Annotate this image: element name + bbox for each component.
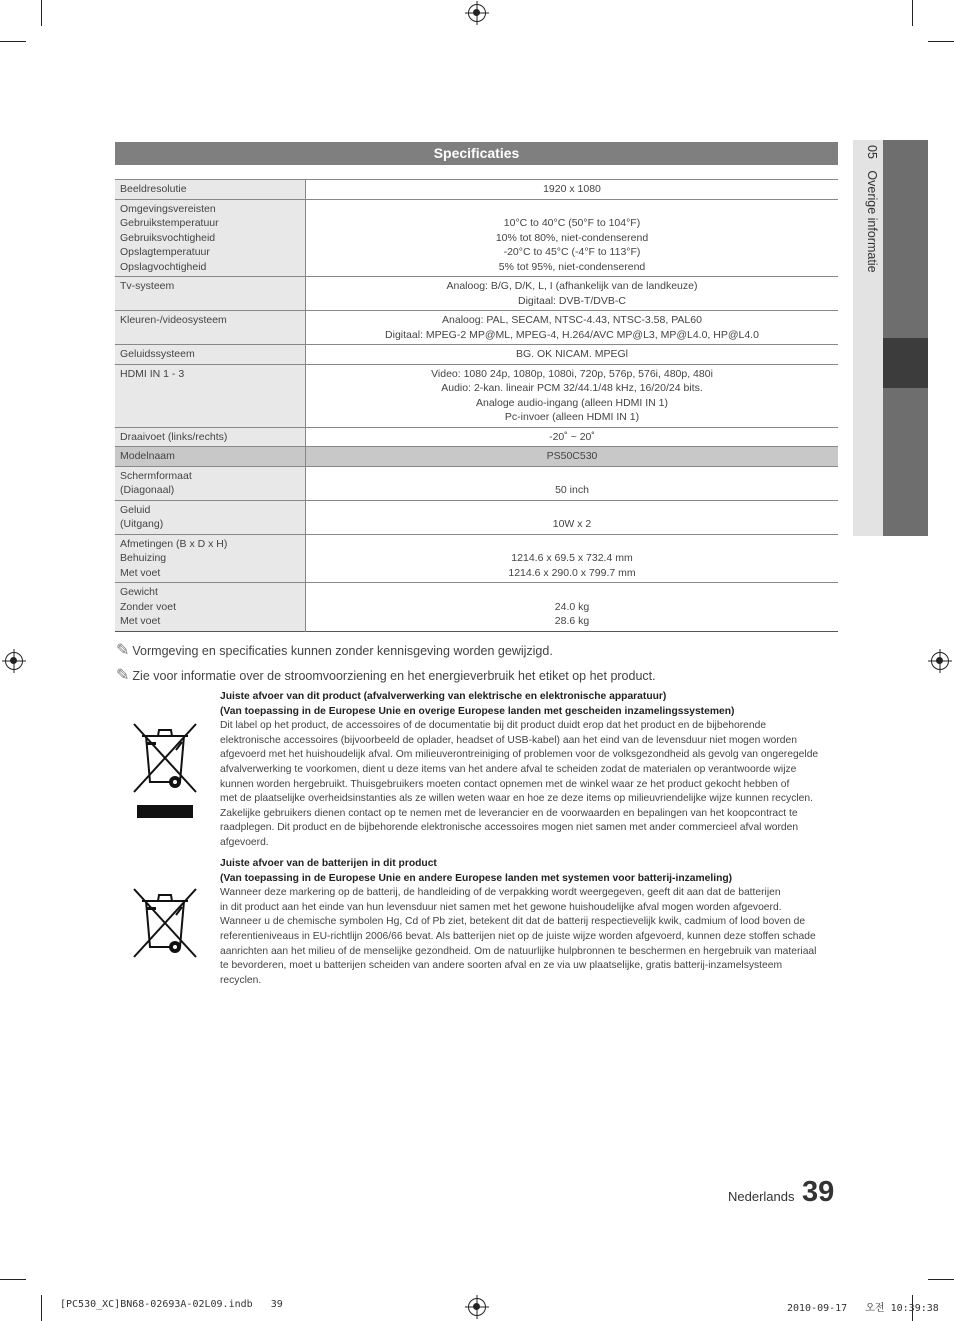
chapter-title: Overige informatie xyxy=(865,170,879,273)
spec-row xyxy=(115,311,838,345)
spec-label xyxy=(115,180,306,200)
registration-mark-icon xyxy=(931,652,949,670)
spec-row xyxy=(115,583,838,632)
spec-label-line: Met voet xyxy=(120,566,161,579)
spec-value-line: 50 inch xyxy=(555,484,589,496)
chapter-tab-marker xyxy=(883,338,928,388)
spec-value xyxy=(306,199,839,277)
pencil-note-icon: ✎ xyxy=(116,642,130,659)
spec-value xyxy=(306,427,839,447)
spec-label xyxy=(115,199,306,277)
spec-label xyxy=(115,447,306,467)
chapter-label xyxy=(857,145,879,345)
chapter-number: 05 xyxy=(865,145,879,159)
body-line: afgevoerd. xyxy=(220,836,269,848)
spec-value-line: 24.0 kg xyxy=(554,600,590,613)
spec-value xyxy=(306,447,839,467)
body-line: Wanneer u de chemische symbolen Hg, Cd of Pb ziet, betekent dit dat de batterij respectievelijk kwik, cadmium of lood boven de xyxy=(220,916,806,928)
body-line: afgevoerd met het huishoudelijk afval. Om milieuverontreiniging of problemen voor de volksgezondheid als gevolg van ongeregelde xyxy=(220,749,819,761)
spec-value xyxy=(306,466,839,500)
spec-label-line: Geluid xyxy=(120,503,151,516)
body-line: in dit product aan het einde van hun levensduur niet samen met het gewone huishoudelijke afval mogen worden afgevoerd. xyxy=(220,901,782,913)
note-text: Zie voor informatie over de stroomvoorziening en het energieverbruik het etiket op het product. xyxy=(132,669,656,683)
page-number: 39 xyxy=(802,1176,835,1208)
spec-label-line: Tv-systeem xyxy=(120,280,175,292)
spec-label-line: Kleuren-/videosysteem xyxy=(120,314,227,326)
spec-value-line: Analoge audio-ingang (alleen HDMI IN 1) xyxy=(475,396,669,409)
registration-mark-icon xyxy=(5,652,23,670)
spec-value xyxy=(306,180,839,200)
crop-mark xyxy=(0,41,26,42)
crop-mark xyxy=(928,41,954,42)
spec-label-line: (Diagonaal) xyxy=(120,484,175,496)
spec-value-line: -20°C to 45°C (-4°F to 113°F) xyxy=(503,246,641,258)
spec-value-line: 28.6 kg xyxy=(554,615,590,627)
spec-label xyxy=(115,277,306,311)
spec-label xyxy=(115,500,306,534)
spec-value xyxy=(306,583,839,632)
crossed-out-wheelie-bin-icon xyxy=(130,720,200,800)
spec-value-line: 1214.6 x 290.0 x 799.7 mm xyxy=(508,566,636,579)
spec-label-line: Modelnaam xyxy=(120,450,175,462)
crop-mark xyxy=(0,1279,26,1280)
spec-value xyxy=(306,500,839,534)
spec-value-line: Digitaal: MPEG-2 MP@ML, MPEG-4, H.264/AVC MP@L3, MP@L4.0, HP@L4.0 xyxy=(385,328,759,341)
spec-value-line: Digitaal: DVB-T/DVB-C xyxy=(518,294,626,307)
body-line: raadplegen. Dit product en de bijbehorende elektronische accessoires mogen niet samen met ander commercieel afval worden xyxy=(220,822,799,834)
spec-label-line: Opslagvochtigheid xyxy=(120,260,207,273)
spec-row xyxy=(115,364,838,427)
spec-label-line: Schermformaat xyxy=(120,469,192,482)
disposal-battery-section xyxy=(220,857,832,988)
body-line: recyclen. xyxy=(220,974,262,986)
spec-value xyxy=(306,277,839,311)
spec-value xyxy=(306,534,839,583)
spec-label-line: HDMI IN 1 - 3 xyxy=(120,367,185,380)
body-line: Zakelijke gebruikers dienen contact op te nemen met de leverancier en de voorwaarden en bepalingen van het koopcontract te xyxy=(220,807,798,819)
spec-label-line: Geluidssysteem xyxy=(120,348,195,360)
spec-value-line: Analoog: B/G, D/K, L, I (afhankelijk van de landkeuze) xyxy=(446,280,698,292)
print-date-info: 2010-09-17 오전 10:39:38 xyxy=(787,1303,939,1314)
weee-date-bar xyxy=(137,805,193,818)
body-line: met de plaatselijke overheidsinstanties als ze willen weten waar en hoe ze deze items op milieuvriendelijke wijze kunnen recyclen. xyxy=(220,793,813,805)
spec-label xyxy=(115,345,306,365)
spec-value-line: 10°C to 40°C (50°F to 104°F) xyxy=(503,217,641,229)
spec-label-line: Gebruikstemperatuur xyxy=(120,217,219,229)
disposal-product-subheading: (Van toepassing in de Europese Unie en overige Europese landen met gescheiden inzamelingssystemen) xyxy=(220,705,735,717)
spec-label-line: Opslagtemperatuur xyxy=(120,246,210,258)
spec-value-line: BG. OK NICAM. MPEGl xyxy=(515,348,628,360)
spec-row xyxy=(115,427,838,447)
spec-value-line: Video: 1080 24p, 1080p, 1080i, 720p, 576p, 576i, 480p, 480i xyxy=(431,367,713,380)
spec-row xyxy=(115,180,838,200)
note xyxy=(116,665,656,685)
disposal-battery-subheading: (Van toepassing in de Europese Unie en andere Europese landen met systemen voor batterij-inzameling) xyxy=(220,872,733,884)
spec-label-line: Met voet xyxy=(120,615,161,627)
body-line: aanrichten aan het milieu of de menselijke gezondheid. Om de natuurlijke hulpbronnen te beschermen en hergebruik van materiaal xyxy=(220,945,817,957)
spec-value-line: 10% tot 80%, niet-condenserend xyxy=(495,231,649,244)
spec-label-line: Gewicht xyxy=(120,586,158,598)
spec-value-line: Pc-invoer (alleen HDMI IN 1) xyxy=(504,411,640,423)
spec-label-line: Afmetingen (B x D x H) xyxy=(120,537,228,550)
body-line: afvalverwerking te voorkomen, dient u deze items van het andere afval te scheiden zodat de materialen op verantwoorde wijze xyxy=(220,763,797,775)
disposal-product-section xyxy=(220,690,832,851)
body-line: Dit label op het product, de accessoires of de documentatie bij dit product duidt erop dat het product en de bijbehorende xyxy=(220,720,767,732)
body-line: kunnen worden hergebruikt. Thuisgebruikers moeten contact opnemen met de winkel waar ze het product gekocht hebben of xyxy=(220,778,790,790)
spec-value xyxy=(306,311,839,345)
note xyxy=(116,640,553,660)
spec-row xyxy=(115,447,838,467)
section-title: Specificaties xyxy=(115,142,838,165)
body-line: te bevorderen, moet u batterijen scheiden van andere soorten afval en ze via uw plaatselijke, gratis batterij-inzamelsysteem xyxy=(220,960,783,972)
body-line: referentieniveaus in EU-richtlijn 2006/66 bevat. Als batterijen niet op de juiste wijze worden afgevoerd, kunnen deze stoffen schade xyxy=(220,930,816,942)
spec-value xyxy=(306,364,839,427)
spec-label xyxy=(115,364,306,427)
spec-label xyxy=(115,534,306,583)
spec-label xyxy=(115,311,306,345)
spec-value-line: Analoog: PAL, SECAM, NTSC-4.43, NTSC-3.58, PAL60 xyxy=(442,314,702,326)
spec-row xyxy=(115,277,838,311)
body-line: elektronische accessoires (bijvoorbeeld de oplader, headset of USB-kabel) aan het eind van de levensduur niet mogen worden xyxy=(220,734,797,746)
spec-row xyxy=(115,345,838,365)
spec-label-line: Beeldresolutie xyxy=(120,183,187,195)
spec-value-line: 5% tot 95%, niet-condenserend xyxy=(498,260,646,273)
spec-label xyxy=(115,427,306,447)
spec-value-line: Audio: 2-kan. lineair PCM 32/44.1/48 kHz, 16/20/24 bits. xyxy=(441,382,703,394)
spec-label xyxy=(115,466,306,500)
spec-row xyxy=(115,466,838,500)
spec-label-line: Zonder voet xyxy=(120,600,177,613)
registration-mark-icon xyxy=(468,1298,486,1316)
footer-language: Nederlands xyxy=(728,1189,795,1204)
print-file-info: [PC530_XC]BN68-02693A-02L09.indb 39 xyxy=(60,1299,283,1310)
spec-label-line: Draaivoet (links/rechts) xyxy=(120,430,228,443)
spec-value-line: 1920 x 1080 xyxy=(543,183,601,195)
spec-value-line: 10W x 2 xyxy=(552,518,592,530)
spec-value-line: PS50C530 xyxy=(546,450,598,462)
crop-mark xyxy=(41,0,42,26)
crossed-out-wheelie-bin-icon xyxy=(130,885,200,965)
spec-value xyxy=(306,345,839,365)
spec-row xyxy=(115,500,838,534)
spec-row xyxy=(115,534,838,583)
spec-label xyxy=(115,583,306,632)
spec-value-line: 1214.6 x 69.5 x 732.4 mm xyxy=(511,552,633,564)
crop-mark xyxy=(912,0,913,26)
spec-value-line: -20˚ ~ 20˚ xyxy=(549,430,595,443)
crop-mark xyxy=(41,1295,42,1321)
spec-label-line: Omgevingsvereisten xyxy=(120,202,216,215)
spec-row xyxy=(115,199,838,277)
note-text: Vormgeving en specificaties kunnen zonder kennisgeving worden gewijzigd. xyxy=(132,644,553,658)
spec-label-line: (Uitgang) xyxy=(120,518,164,530)
registration-mark-icon xyxy=(468,4,486,22)
spec-label-line: Gebruiksvochtigheid xyxy=(120,231,216,244)
body-line: Wanneer deze markering op de batterij, de handleiding of de verpakking wordt weergegeven, geeft dit aan dat de batterijen xyxy=(220,887,781,899)
spec-label-line: Behuizing xyxy=(120,552,167,564)
specifications-table xyxy=(115,179,838,632)
disposal-product-heading: Juiste afvoer van dit product (afvalverwerking van elektrische en elektronische apparatuur) xyxy=(220,691,667,702)
pencil-note-icon: ✎ xyxy=(116,667,130,684)
disposal-battery-heading: Juiste afvoer van de batterijen in dit product xyxy=(220,858,437,869)
crop-mark xyxy=(928,1279,954,1280)
